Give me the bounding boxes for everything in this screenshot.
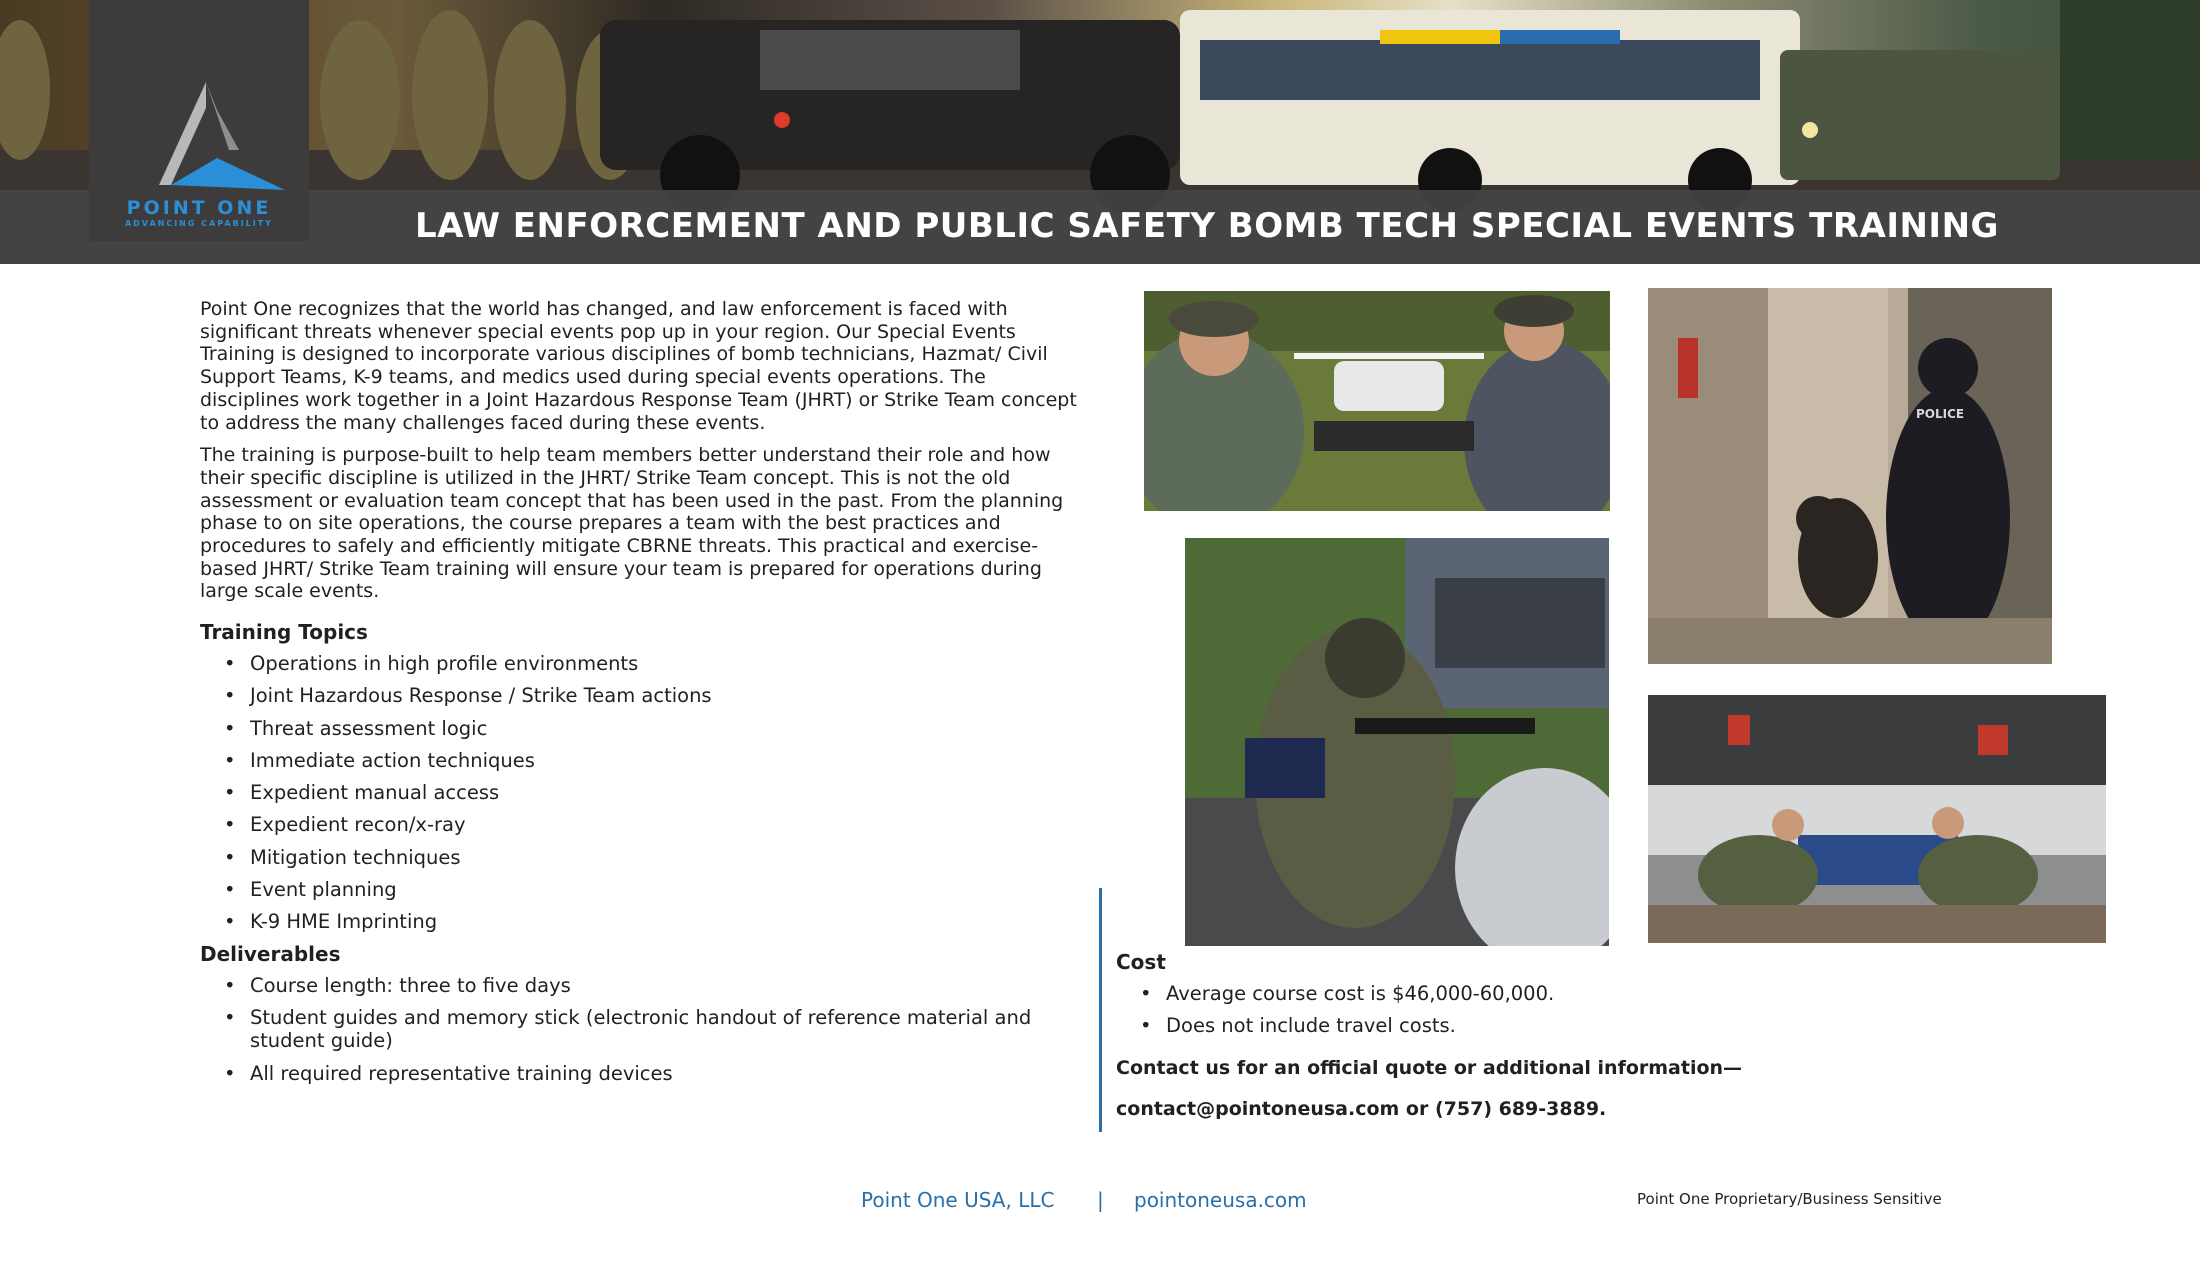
training-topics-heading: Training Topics [200, 620, 368, 644]
training-topics-list [200, 652, 1060, 943]
contact-line-1: Contact us for an official quote or additional information— [1116, 1057, 1743, 1079]
list-item: • Operations in high profile environments [200, 652, 1060, 675]
logo-tagline: ADVANCING CAPABILITY [124, 219, 274, 228]
list-item: • All required representative training devices [200, 1062, 1080, 1085]
deliverables-list [200, 974, 1080, 1094]
list-item: • Threat assessment logic [200, 717, 1060, 740]
footer-company: Point One USA, LLC [861, 1188, 1055, 1212]
list-item: • K-9 HME Imprinting [200, 910, 1060, 933]
cost-list [1116, 982, 1676, 1047]
photo-stadium-search [1648, 695, 2106, 943]
intro-paragraph-2: The training is purpose-built to help team members better understand their role and how their specific discipline is utilized in the JHRT/ Strike Team concept. This is not the old assessment or evaluation team concept that has been used in the past. From the planning phase to on site operations, the course prepares a team with the best practices and procedures to safely and efficiently mitigate CBRNE threats. This practical and exercise-based JHRT/ Strike Team training will ensure your team is prepared for operations during large scale events. [200, 444, 1064, 603]
photo-drone-inspection [1144, 291, 1610, 511]
list-item: • Mitigation techniques [200, 846, 1060, 869]
footer-website-link[interactable]: pointoneusa.com [1134, 1188, 1307, 1212]
point-one-logo-icon [89, 0, 309, 200]
cost-heading: Cost [1116, 950, 1166, 974]
photo-tactical-operator [1185, 538, 1609, 946]
list-item: • Average course cost is $46,000-60,000. [1116, 982, 1676, 1005]
header-banner [0, 0, 2200, 264]
police-label: POLICE [1916, 407, 1965, 421]
list-item: • Expedient manual access [200, 781, 1060, 804]
list-item: • Joint Hazardous Response / Strike Team actions [200, 684, 1060, 707]
list-item: • Expedient recon/x-ray [200, 813, 1060, 836]
page-title: LAW ENFORCEMENT AND PUBLIC SAFETY BOMB TECH SPECIAL EVENTS TRAINING [415, 206, 1999, 246]
footer-classification: Point One Proprietary/Business Sensitive [1637, 1190, 1942, 1208]
intro-paragraph-1: Point One recognizes that the world has changed, and law enforcement is faced with significant threats whenever special events pop up in your region. Our Special Events Training is designed to incorporate various disciplines of bomb technicians, Hazmat/ Civil Support Teams, K-9 teams, and medics used during special events operations. The disciplines work together in a Joint Hazardous Response Team (JHRT) or Strike Team concept to address the many challenges faced during these events. [200, 298, 1077, 434]
logo-name: POINT ONE [126, 197, 272, 219]
photo-k9-police [1648, 288, 2052, 664]
list-item: • Event planning [200, 878, 1060, 901]
contact-line-2[interactable]: contact@pointoneusa.com or (757) 689-3889. [1116, 1098, 1607, 1120]
list-item: • Student guides and memory stick (electronic handout of reference material and student guide) [200, 1006, 1080, 1052]
list-item: • Immediate action techniques [200, 749, 1060, 772]
column-divider [1099, 888, 1102, 1132]
list-item: • Course length: three to five days [200, 974, 1080, 997]
deliverables-heading: Deliverables [200, 942, 341, 966]
intro-text [200, 298, 1080, 613]
footer-separator: | [1097, 1188, 1104, 1212]
logo [89, 0, 309, 241]
list-item: • Does not include travel costs. [1116, 1014, 1676, 1037]
